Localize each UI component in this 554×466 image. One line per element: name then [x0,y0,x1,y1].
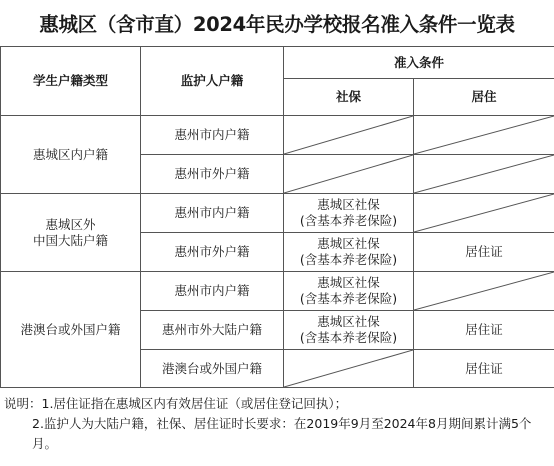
table-row [1,194,554,233]
guardian-cell: 惠州市内户籍 [141,116,284,155]
header-residence: 居住 [414,79,554,116]
residence-cell-empty [414,116,554,155]
guardian-cell: 惠州市内户籍 [141,194,284,233]
residence-cell: 居住证 [414,233,554,272]
header-social-security: 社保 [284,79,414,116]
social-security-line: 惠城区社保 [317,275,380,290]
residence-cell: 居住证 [414,350,554,388]
social-security-line: (含基本养老保险) [299,330,398,345]
notes [0,394,554,454]
guardian-cell: 港澳台或外国户籍 [141,350,284,388]
social-security-cell [284,233,414,272]
header-student-type: 学生户籍类型 [1,47,141,116]
guardian-cell: 惠州市外大陆户籍 [141,311,284,350]
student-type-cell: 惠城区内户籍 [1,116,141,194]
table-row [1,272,554,311]
header-guardian: 监护人户籍 [141,47,284,116]
social-security-cell-empty [284,155,414,194]
header-conditions: 准入条件 [284,47,554,79]
table-header-row [1,47,554,79]
student-type-line: 惠城区外 [45,216,96,232]
social-security-cell-empty [284,116,414,155]
social-security-line: (含基本养老保险) [299,213,398,228]
residence-cell-empty [414,272,554,311]
guardian-cell: 惠州市外户籍 [141,155,284,194]
page-title: 惠城区（含市直）2024年民办学校报名准入条件一览表 [39,13,515,36]
social-security-line: (含基本养老保险) [299,252,398,267]
social-security-line: (含基本养老保险) [299,291,398,306]
social-security-line: 惠城区社保 [317,314,380,329]
residence-cell: 居住证 [414,311,554,350]
social-security-cell [284,194,414,233]
social-security-line: 惠城区社保 [317,236,380,251]
note-line-2: 2.监护人为大陆户籍，社保、居住证时长要求：在2019年9月至2024年8月期间累计满5个月。 [32,416,532,451]
social-security-cell-empty [284,350,414,388]
social-security-cell [284,272,414,311]
student-type-line: 中国大陆户籍 [32,232,108,248]
student-type-cell [1,194,141,272]
note-line-1: 说明：1.居住证指在惠城区内有效居住证（或居住登记回执）； [4,396,348,411]
social-security-line: 惠城区社保 [317,197,380,212]
guardian-cell: 惠州市外户籍 [141,233,284,272]
social-security-cell [284,311,414,350]
student-type-cell: 港澳台或外国户籍 [1,272,141,388]
guardian-cell: 惠州市内户籍 [141,272,284,311]
residence-cell-empty [414,155,554,194]
residence-cell-empty [414,194,554,233]
table-row [1,116,554,155]
conditions-table [0,46,554,388]
